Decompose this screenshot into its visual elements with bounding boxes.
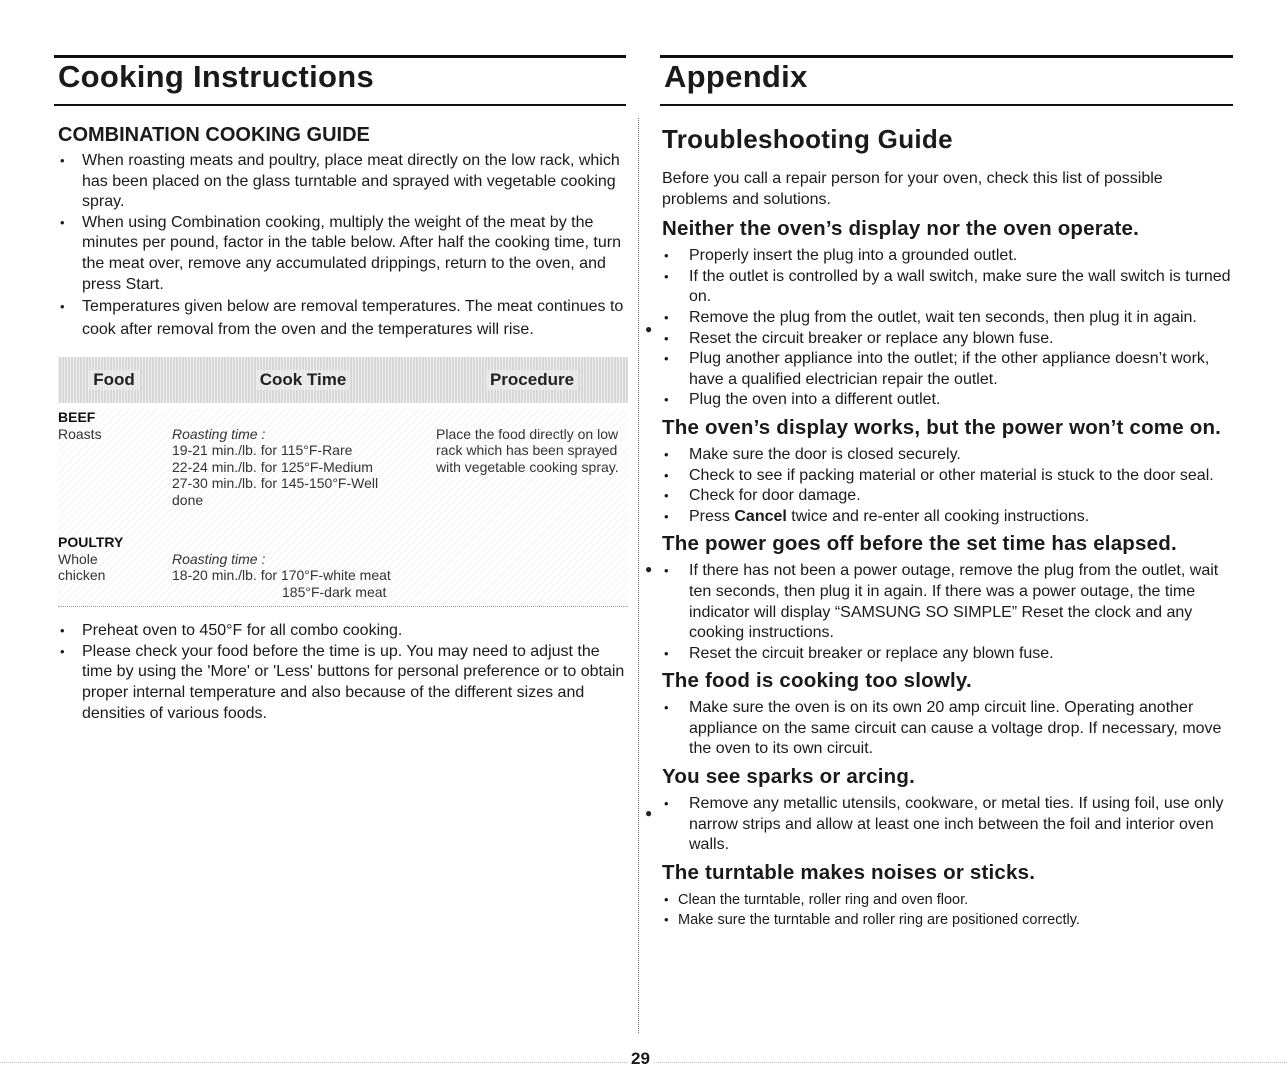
table-cell-food: Whole chicken bbox=[58, 550, 106, 584]
list-item: • Make sure the oven is on its own 20 amp circuit line. Operating another appliance on the same circuit can cause a voltage drop. If necessary, move the oven to its own circuit. bbox=[662, 698, 1232, 760]
list-item: • If the outlet is controlled by a wall switch, make sure the wall switch is turned on. bbox=[662, 267, 1232, 308]
table-header-cook-time: Cook Time bbox=[170, 357, 436, 403]
list-item: • When roasting meats and poultry, place meat directly on the low rack, which has been placed on the glass turntable and sprayed with vegetable cooking spray. bbox=[58, 151, 628, 213]
table-cell-procedure bbox=[436, 551, 626, 601]
table-header-food: Food bbox=[58, 357, 170, 403]
problem-heading: The turntable makes noises or sticks. bbox=[662, 860, 1036, 884]
list-item: • Make sure the door is closed securely. bbox=[662, 445, 1232, 466]
margin-dot: ● bbox=[645, 806, 653, 820]
problem-heading: The oven’s display works, but the power won’t come on. bbox=[662, 415, 1222, 439]
table-row bbox=[58, 426, 628, 509]
combination-guide-title: COMBINATION COOKING GUIDE bbox=[58, 124, 370, 146]
solution-list bbox=[662, 445, 1232, 527]
appendix-header bbox=[660, 55, 1233, 106]
list-item: • Remove the plug from the outlet, wait ten seconds, then plug it in again. bbox=[662, 308, 1232, 329]
list-item: • Preheat oven to 450°F for all combo cooking. bbox=[58, 621, 628, 642]
list-item: • Properly insert the plug into a grounded outlet. bbox=[662, 246, 1232, 267]
solution-list bbox=[662, 561, 1232, 664]
table-section-poultry: POULTRY bbox=[58, 534, 124, 551]
problem-heading: The food is cooking too slowly. bbox=[662, 669, 972, 693]
table-cell-cook-time: Roasting time : 18-20 min./lb. for 170°F-white meat 185°F-dark meat bbox=[172, 550, 391, 600]
table-cell-food: Roasts bbox=[58, 425, 102, 442]
list-item: • Plug the oven into a different outlet. bbox=[662, 390, 1232, 411]
right-column bbox=[662, 124, 1232, 934]
table-row bbox=[58, 551, 628, 601]
page-number: 29 bbox=[628, 1049, 653, 1069]
left-column bbox=[58, 124, 628, 724]
solution-list bbox=[662, 794, 1232, 856]
solution-list bbox=[662, 890, 1232, 930]
cooking-table bbox=[58, 357, 628, 607]
list-item: • Please check your food before the time is up. You may need to adjust the time by using the 'More' or 'Less' buttons for personal preference or to obtain proper internal temperature and also because of the different sizes and densities of various foods. bbox=[58, 642, 628, 724]
cooking-instructions-header bbox=[54, 55, 626, 106]
table-header-row bbox=[58, 357, 628, 403]
cancel-key-label: Cancel bbox=[734, 507, 787, 525]
list-item: • Press Cancel twice and re-enter all cooking instructions. bbox=[662, 507, 1232, 528]
table-cell-cook-time: Roasting time : 19-21 min./lb. for 115°F-Rare 22-24 min./lb. for 125°F-Medium 27-30 min./lb. for 145-150°F-Well done bbox=[172, 425, 379, 508]
troubleshooting-intro: Before you call a repair person for your oven, check this list of possible problems and solutions. bbox=[662, 170, 1163, 208]
solution-list bbox=[662, 698, 1232, 760]
table-cell-procedure: Place the food directly on low rack which has been sprayed with vegetable cooking spray. bbox=[436, 425, 619, 475]
list-item: • When using Combination cooking, multiply the weight of the meat by the minutes per pound, factor in the table below. After half the cooking time, turn the meat over, remove any accumulated drippings, return to the oven, and press Start. bbox=[58, 213, 628, 295]
appendix-title: Appendix bbox=[664, 59, 808, 94]
problem-heading: Neither the oven’s display nor the oven operate. bbox=[662, 217, 1140, 241]
cooking-instructions-title: Cooking Instructions bbox=[58, 59, 374, 94]
combination-guide-list bbox=[58, 151, 628, 341]
table-section-beef: BEEF bbox=[58, 409, 96, 426]
margin-dot: ● bbox=[645, 562, 653, 576]
list-item: • Plug another appliance into the outlet; if the other appliance doesn’t work, have a qualified electrician repair the outlet. bbox=[662, 349, 1232, 390]
list-item: • Temperatures given below are removal temperatures. The meat continues to cook after removal from the oven and the temperatures will rise. bbox=[58, 295, 628, 341]
list-item: • Remove any metallic utensils, cookware, or metal ties. If using foil, use only narrow strips and allow at least one inch between the foil and interior oven walls. bbox=[662, 794, 1232, 856]
list-item: • Reset the circuit breaker or replace any blown fuse. bbox=[662, 329, 1232, 350]
list-item: • Check for door damage. bbox=[662, 486, 1232, 507]
list-item: • Reset the circuit breaker or replace any blown fuse. bbox=[662, 644, 1232, 665]
list-item: • Clean the turntable, roller ring and oven floor. bbox=[662, 890, 1232, 910]
problem-heading: You see sparks or arcing. bbox=[662, 765, 916, 789]
margin-dot: ● bbox=[645, 322, 653, 336]
problem-heading: The power goes off before the set time has elapsed. bbox=[662, 532, 1177, 556]
table-body bbox=[58, 409, 628, 607]
list-item: • Check to see if packing material or other material is stuck to the door seal. bbox=[662, 466, 1232, 487]
list-item: • If there has not been a power outage, remove the plug from the outlet, wait ten seconds, then plug it in again. If there was a power outage, the time indicator will display “SAMSUNG SO SIMPLE” Reset the clock and any cooking instructions. bbox=[662, 561, 1232, 643]
table-header-procedure: Procedure bbox=[436, 357, 628, 403]
tips-list bbox=[58, 621, 628, 724]
column-divider bbox=[638, 118, 639, 1033]
solution-list bbox=[662, 246, 1232, 411]
troubleshooting-title: Troubleshooting Guide bbox=[662, 124, 953, 154]
list-item: • Make sure the turntable and roller ring are positioned correctly. bbox=[662, 910, 1232, 930]
